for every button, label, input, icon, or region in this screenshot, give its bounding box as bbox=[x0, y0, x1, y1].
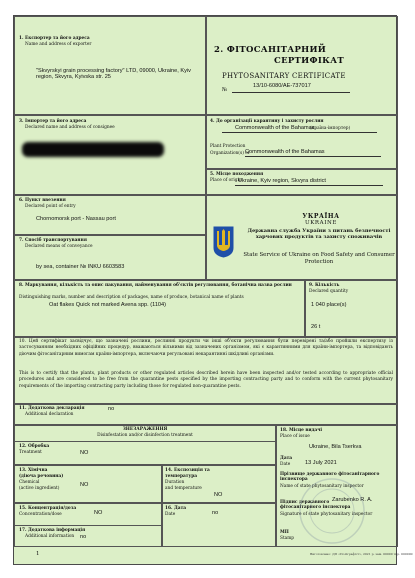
inspector-signer: Zarubenko R. A. bbox=[332, 497, 373, 503]
additional-info-title: 17. Додаткова інформація bbox=[19, 528, 86, 533]
certificate-number-line bbox=[232, 92, 350, 93]
treatment-15-title-en: Concentration/dose bbox=[19, 512, 62, 517]
marks-box bbox=[14, 280, 305, 337]
agency-name-uk: Державна служба України з питань безпечності харчових продуктів та захисту споживачів bbox=[247, 228, 391, 241]
treatment-14-title-en: Duration bbox=[165, 480, 185, 485]
importer-title-en: Declared name and address of consignee bbox=[25, 125, 115, 130]
agency-country-uk: УКРАЇНА bbox=[302, 213, 340, 220]
certificate-number: 13/10-6080/АЕ-737017 bbox=[253, 83, 311, 89]
exporter-title: 1. Експортер та його адреса bbox=[19, 36, 90, 41]
origin-title: 5. Місце походження bbox=[210, 172, 264, 177]
treatment-header-uk: ЗНЕЗАРАЖЕННЯ bbox=[122, 427, 168, 432]
entry-point-value: Chornomorsk port - Nassau port bbox=[36, 216, 116, 222]
conveyance-value: by sea, container № INKU 6603583 bbox=[36, 264, 125, 270]
issue-place-value: Ukraine, Bila Tserkva bbox=[309, 444, 362, 450]
marks-title-en: Distinguishing marks, number and description of packages, name of produce, botanical name of plants bbox=[19, 295, 244, 300]
treatment-14-value: NO bbox=[214, 492, 223, 498]
treatment-15-title: 15. Концентрація/доза bbox=[19, 506, 77, 511]
issue-date-value: 13 July 2021 bbox=[305, 460, 337, 466]
organization-overlay: (країна-імпортер) bbox=[310, 126, 351, 131]
inspector-name-label: Прізвище державного фітосанітарного інспектора bbox=[280, 472, 380, 482]
issue-date-label: Дата bbox=[280, 456, 293, 461]
plant-protection-label: Plant Protection bbox=[210, 144, 246, 149]
trident-emblem-icon bbox=[213, 226, 234, 258]
inspector-name-label-en: Name of state phytosanitary inspector bbox=[280, 484, 364, 489]
treatment-12-title: 12. Обробка bbox=[19, 444, 50, 449]
treatment-15-value: NO bbox=[94, 510, 103, 516]
additional-declaration-title: 11. Додаткова декларація bbox=[19, 406, 85, 411]
treatment-13-title-2: (діюча речовина) bbox=[19, 474, 64, 479]
printer-note: Виготовлено: ДП «Поліграфіст», 2021 р. зам. 00000 тир. 000000 bbox=[310, 552, 413, 556]
official-stamp-icon bbox=[297, 476, 367, 546]
treatment-12-value: NO bbox=[80, 450, 89, 456]
agency-country-en: UKRAINE bbox=[304, 220, 338, 226]
importer-title: 3. Імпортер та його адреса bbox=[19, 119, 87, 124]
organization-of-label: Organization(s) of bbox=[210, 151, 250, 156]
stamp-label-en: Stamp bbox=[280, 536, 295, 541]
origin-value: Ukraine, Kyiv region, Skvyra district bbox=[238, 178, 326, 184]
issue-date-label-en: Date bbox=[280, 462, 291, 467]
quantity-places: 1 040 place(s) bbox=[311, 302, 347, 308]
exporter-title-en: Name and address of exporter bbox=[25, 42, 92, 47]
certification-text-uk: 10. Цей сертифікат засвідчує, що зазначені рослини, рослинні продукти чи інші об'єкти регулювання були перевірені та/або пройшли експертизу із застосуванням необхідних офіційних процедур, вважаються вільними від зазначених організмом, які є карантинними для країни-імпортера, та відповідають діючим фітосанітарним вимогам країни-імпортера, включаючи регульовані некарантинні шкідливі організми. bbox=[19, 339, 393, 357]
treatment-13-title-en: Chemical bbox=[19, 480, 40, 485]
certificate-no-label: № bbox=[222, 87, 228, 93]
treatment-14-title: 14. Експозиція та bbox=[165, 468, 210, 473]
treatment-14-title-2: температура bbox=[165, 474, 197, 479]
organization-line-2 bbox=[245, 156, 381, 157]
certificate-title-uk2: СЕРТИФІКАТ bbox=[274, 56, 345, 66]
marks-title: 8. Маркування, кількість та опис пакування, найменування об'єктів регулювання, ботанічна назва рослин bbox=[19, 283, 292, 288]
quantity-title: 9. Кількість bbox=[309, 283, 340, 288]
entry-point-title: 6. Пункт ввезення bbox=[19, 198, 66, 203]
conveyance-title-en: Declared means of conveyance bbox=[25, 244, 93, 249]
issue-place-title: 18. Місце видачі bbox=[280, 428, 322, 433]
treatment-12-title-en: Treatment bbox=[19, 450, 42, 455]
organization-country: Commonwealth of the Bahamas bbox=[235, 125, 315, 131]
organization-line-1 bbox=[222, 132, 377, 133]
additional-info-value: no bbox=[80, 534, 87, 540]
treatment-16-title-en: Date bbox=[165, 512, 176, 517]
inspector-signature-label: Підпис державного фітосанітарного інспектора bbox=[280, 500, 351, 510]
origin-title-en: Place of origin bbox=[210, 178, 242, 183]
treatment-14-title-en-2: and temperature bbox=[165, 486, 202, 491]
origin-line bbox=[235, 185, 383, 186]
stamp-label: МП bbox=[280, 530, 289, 535]
organization-title: 4. До організації карантину і захисту рослин bbox=[210, 119, 324, 124]
additional-declaration-title-en: Additional declaration bbox=[25, 412, 74, 417]
conveyance-title: 7. Спосіб транспортування bbox=[19, 238, 87, 243]
certification-text-en: This is to certify that the plants, plant products or other regulated articles described herein have been inspected and/or tested according to appropriate official procedures and are considered to be free from the quarantine pests specified by the importing contracting party and to conform with the current phytosanitary requirements of the importing contracting party including those for regulated non-quarantine pests. bbox=[19, 371, 393, 389]
agency-name-en: State Service of Ukraine on Food Safety and Consumer Protection bbox=[243, 252, 395, 265]
treatment-13-value: NO bbox=[80, 482, 89, 488]
certificate-sheet bbox=[13, 15, 413, 565]
quantity-title-en: Declared quantity bbox=[309, 289, 349, 294]
additional-declaration-value: no bbox=[108, 406, 115, 412]
marks-value: Oat flakes Quick not marked Avena spp. (1104) bbox=[49, 302, 167, 308]
inspector-signature-label-en: Signature of state phytosanitary inspector bbox=[280, 512, 373, 517]
treatment-16-title: 16. Дата bbox=[165, 506, 187, 511]
treatment-13-title: 13. Хімічна bbox=[19, 468, 48, 473]
treatment-16-value: no bbox=[212, 510, 219, 516]
importer-redaction bbox=[22, 142, 164, 157]
additional-info-title-en: Additional information bbox=[25, 534, 75, 539]
page-number: 1 bbox=[36, 551, 40, 557]
exporter-box bbox=[14, 16, 206, 115]
treatment-13-title-en-2: (active ingredient) bbox=[19, 486, 60, 491]
certificate-title-en: PHYTOSANITARY CERTIFICATE bbox=[222, 72, 346, 80]
issue-place-title-en: Place of issue bbox=[280, 434, 310, 439]
entry-point-title-en: Declared point of entry bbox=[25, 204, 76, 209]
certificate-title-uk: 2. ФІТОСАНІТАРНИЙ bbox=[214, 45, 327, 55]
exporter-value: "Skvyrskyi grain processing factory" LTD, 09000, Ukraine, Kyiv region, Skvyra, Kyivska str. 25 bbox=[36, 68, 191, 81]
quantity-weight: 26 t bbox=[311, 324, 321, 330]
treatment-row-12 bbox=[14, 441, 276, 465]
treatment-header-en: Disinfestation and/or disinfection treatment bbox=[97, 433, 193, 438]
organization-value: Commonwealth of the Bahamas bbox=[245, 149, 325, 155]
